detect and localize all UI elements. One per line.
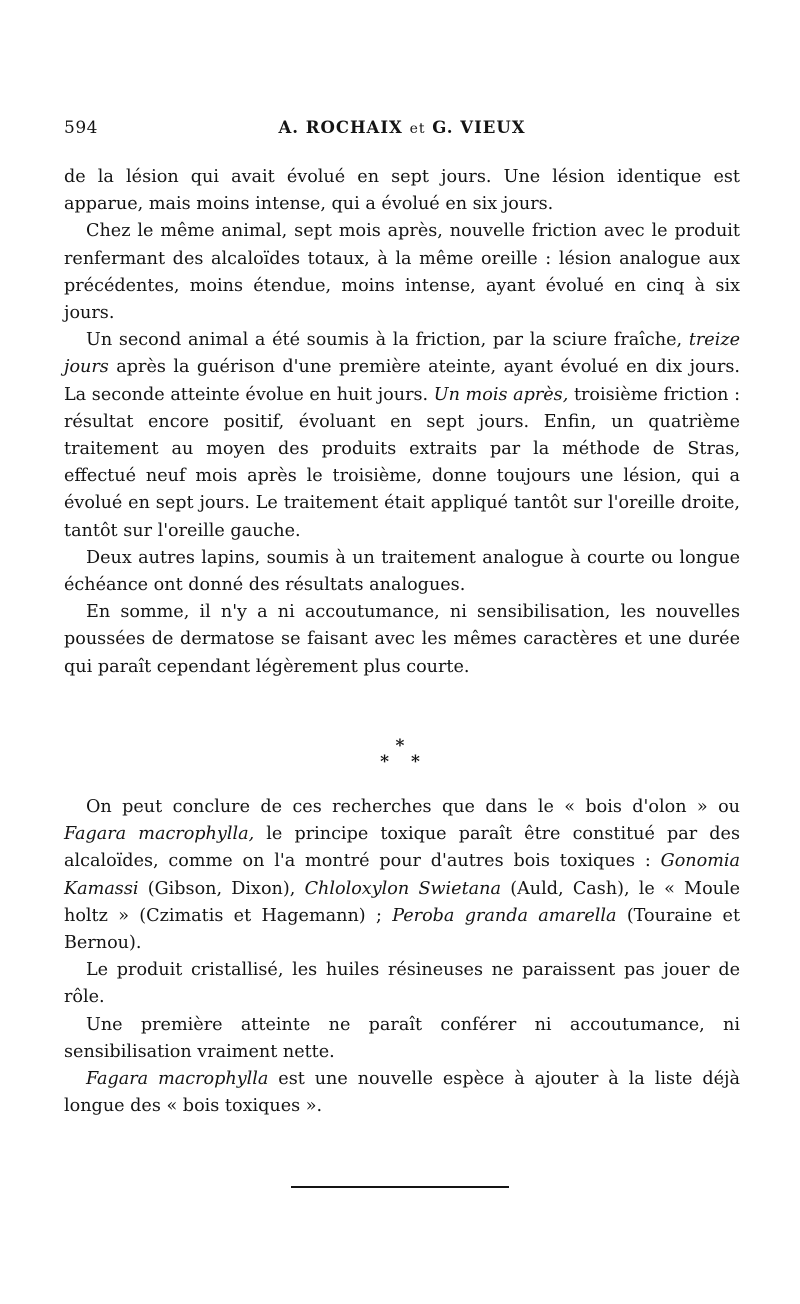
italic-run: treize jours [64,330,741,378]
end-rule [291,1186,509,1188]
paragraph-other-rabbits: Deux autres lapins, soumis à un traitement analogue à courte ou longue échéance ont donné des résultats analogues. [64,547,740,596]
italic-run: Chloloxylon Swietana [304,878,501,899]
text-run: (Gibson, Dixon), [147,878,296,899]
paragraph-first-attack: Une première atteinte ne paraît conférer ni accoutumance, ni sensibilisation vraiment nette. [64,1014,740,1062]
italic-run: Peroba granda amarella [392,905,617,926]
text-run: On peut conclure de ces recherches que dans le « bois d'olon » ou [86,797,740,817]
page-number: 594 [64,118,98,138]
italic-run: Fagara macrophylla, [64,824,255,845]
asterism-bottom: * * [380,752,428,772]
section-asterism [370,738,430,770]
asterism-top: * [395,736,405,756]
italic-run: Un mois après, [433,384,569,405]
paragraph-new-species [64,1066,740,1120]
paragraph-same-animal: Chez le même animal, sept mois après, nouvelle friction avec le produit renfermant des alcaloïdes totaux, à la même oreille : lésion analogue aux précédentes, moins étendue, moins intense, ayant évolué en cinq à six jours. [64,221,740,324]
text-run: (Touraine et Bernou). [64,905,741,954]
text-block-conclusion [64,794,740,1120]
paragraph-continuation: de la lésion qui avait évolué en sept jours. Une lésion identique est apparue, mais moins intense, qui a évolué en six jours. [64,167,740,215]
paragraph-crystallized: Le produit cristallisé, les huiles résineuses ne paraissent pas jouer de rôle. [64,960,740,1008]
text-run: est une nouvelle espèce à ajouter à la liste déjà longue des « bois toxiques ». [64,1069,740,1117]
author-2: G. VIEUX [432,118,526,137]
paragraph-second-animal [64,327,740,545]
text-run: après la guérison d'une première ateinte, ayant évolué en dix jours. La seconde atteinte évolue en huit jours. [64,357,741,405]
paragraph-summary: En somme, il n'y a ni accoutumance, ni sensibilisation, les nouvelles poussées de dermatose se faisant avec les mêmes caractères et une durée qui paraît cependant légèrement plus courte. [64,602,740,677]
running-head [64,118,740,137]
text-run: le principe toxique paraît être constitué par des alcaloïdes, comme on l'a montré pour d'autres bois toxiques : [64,824,740,872]
text-run: (Auld, Cash), le « Moule holtz » (Czimatis et Hagemann) ; [64,878,741,926]
text-run: Un second animal a été soumis à la friction, par la sciure fraîche, [86,330,683,351]
paragraph-conclusion [64,794,740,957]
conjunction: et [409,121,426,137]
italic-run: Gonomia Kamassi [64,851,741,899]
page-header [64,118,740,144]
italic-run: Fagara macrophylla [86,1069,269,1090]
author-1: A. ROCHAIX [278,118,403,137]
text-block-upper [64,164,740,681]
text-run: troisième friction : résultat encore positif, évoluant en sept jours. Enfin, un quatrième traitement au moyen des produits extraits par la méthode de Stras, effectué neuf mois après le troisième, donne toujours une lésion, qui a évolué en sept jours. Le traitement était appliqué tantôt sur l'oreille droite, tantôt sur l'oreille gauche. [64,384,741,541]
